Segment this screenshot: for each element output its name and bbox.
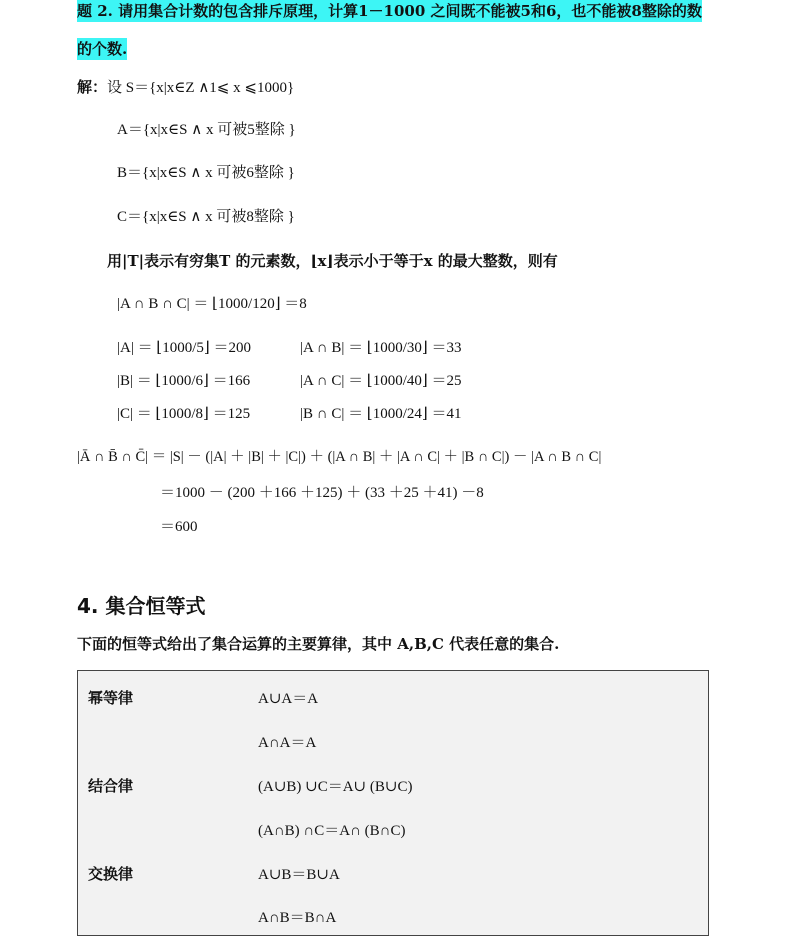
result-substitution: ＝1000 － (200 ＋166 ＋125) ＋ (33 ＋25 ＋41) －8 bbox=[160, 485, 484, 501]
count-b: |B| ＝ ⌊1000/6⌋ ＝166 bbox=[117, 373, 251, 389]
law-name-associative: 结合律 bbox=[88, 777, 134, 795]
count-ab: |A ∩ B| ＝ ⌊1000/30⌋ ＝33 bbox=[300, 340, 462, 356]
set-s-definition: 设 S＝{x|x∈Z ∧1⩽ x ⩽1000} bbox=[107, 80, 295, 96]
count-c: |C| ＝ ⌊1000/8⌋ ＝125 bbox=[117, 406, 251, 422]
law-formula: (A∩B) ∩C＝A∩ (B∩C) bbox=[258, 823, 406, 839]
count-abc: |A ∩ B ∩ C| ＝ ⌊1000/120⌋ ＝8 bbox=[117, 296, 307, 312]
notation-statement: 用|T|表示有穷集T 的元素数，⌊x⌋表示小于等于x 的最大整数，则有 bbox=[107, 252, 558, 270]
result-final: ＝600 bbox=[160, 519, 198, 535]
count-a: |A| ＝ ⌊1000/5⌋ ＝200 bbox=[117, 340, 251, 356]
count-bc: |B ∩ C| ＝ ⌊1000/24⌋ ＝41 bbox=[300, 406, 462, 422]
solution-label: 解： bbox=[77, 78, 108, 96]
problem-highlight-1: 题 2. 请用集合计数的包含排斥原理，计算1－1000 之间既不能被5和6，也不能被8整除的数 bbox=[77, 2, 702, 20]
law-formula: A∩B＝B∩A bbox=[258, 910, 337, 926]
law-name-commutative: 交换律 bbox=[88, 865, 134, 883]
law-formula: (A∪B) ∪C＝A∪ (B∪C) bbox=[258, 779, 413, 795]
problem-statement-line-1 bbox=[77, 1, 702, 21]
section-intro: 下面的恒等式给出了集合运算的主要算律，其中 A,B,C 代表任意的集合. bbox=[77, 635, 560, 653]
law-formula: A∪A＝A bbox=[258, 691, 319, 707]
section-title: 4. 集合恒等式 bbox=[77, 594, 206, 618]
problem-statement-line-2 bbox=[77, 39, 127, 59]
problem-highlight-2: 的个数. bbox=[77, 40, 128, 58]
law-formula: A∩A＝A bbox=[258, 735, 317, 751]
set-a-definition: A＝{x|x∈S ∧ x 可被5整除 } bbox=[117, 122, 296, 138]
set-b-definition: B＝{x|x∈S ∧ x 可被6整除 } bbox=[117, 165, 295, 181]
solution-set-s-line bbox=[77, 77, 294, 98]
set-c-definition: C＝{x|x∈S ∧ x 可被8整除 } bbox=[117, 209, 295, 225]
count-ac: |A ∩ C| ＝ ⌊1000/40⌋ ＝25 bbox=[300, 373, 462, 389]
law-formula: A∪B＝B∪A bbox=[258, 867, 340, 883]
law-table bbox=[77, 670, 709, 936]
law-name-idempotent: 幂等律 bbox=[88, 689, 134, 707]
result-formula: |Ā ∩ B̄ ∩ C̄| ＝ |S| － (|A| ＋ |B| ＋ |C|) ＋ (|A ∩ B| ＋ |A ∩ C| ＋ |B ∩ C|) － |A ∩ B ∩ C| bbox=[77, 449, 602, 465]
